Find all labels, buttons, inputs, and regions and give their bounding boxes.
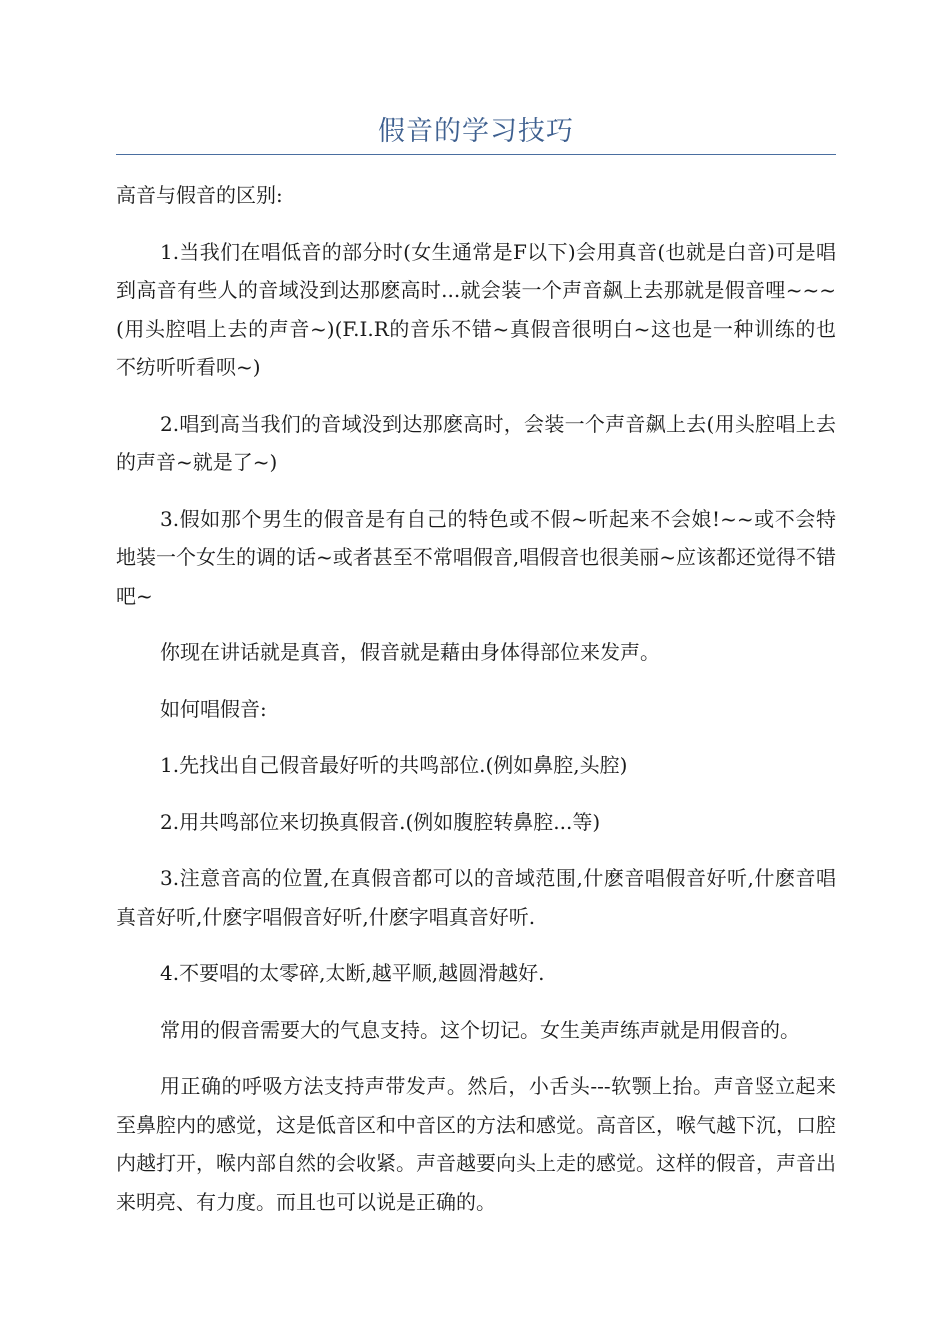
- paragraph-how-to-2: 2.用共鸣部位来切换真假音.(例如腹腔转鼻腔...等): [160, 809, 601, 834]
- section-heading-difference: 高音与假音的区别:: [116, 183, 283, 207]
- document-body: [116, 176, 836, 1239]
- paragraph-how-to-1: 1.先找出自己假音最好听的共鸣部位.(例如鼻腔,头腔): [160, 753, 628, 777]
- paragraph-breath-support: 常用的假音需要大的气息支持。这个切记。女生美声练声就是用假音的。: [160, 1017, 800, 1042]
- paragraph-difference-1: 1.当我们在唱低音的部分时(女生通常是F以下)会用真音(也就是白音)可是唱到高音有些人的音域没到达那麽高时...就会装一个声音飙上去那就是假音哩~~~(用头腔唱上去的声音~)(F.I.R的音乐不错~真假音很明白~这也是一种训练的也不纺听听看呗~): [116, 239, 836, 379]
- paragraph-speaking-voice: 你现在讲话就是真音，假音就是藉由身体得部位来发声。: [160, 640, 660, 664]
- section-heading-how-to: 如何唱假音:: [160, 696, 267, 721]
- paragraph-how-to-4: 4.不要唱的太零碎,太断,越平顺,越圆滑越好.: [160, 961, 545, 985]
- document-title: 假音的学习技巧: [378, 116, 574, 147]
- paragraph-difference-2: 2.唱到高当我们的音域没到达那麽高时，会装一个声音飙上去(用头腔唱上去的声音~就是了~): [116, 411, 836, 474]
- paragraph-breathing-method: 用正确的呼吸方法支持声带发声。然后，小舌头---软颚上抬。声音竖立起来至鼻腔内的感觉，这是低音区和中音区的方法和感觉。高音区，喉气越下沉，口腔内越打开，喉内部自然的会收紧。声音越要向头上走的感觉。这样的假音，声音出来明亮、有力度。而且也可以说是正确的。: [116, 1074, 836, 1214]
- title-underline: [116, 154, 836, 155]
- paragraph-how-to-3: 3.注意音高的位置,在真假音都可以的音域范围,什麽音唱假音好听,什麽音唱真音好听,什麽字唱假音好听,什麽字唱真音好听.: [116, 866, 836, 929]
- document-page: [116, 0, 836, 1344]
- paragraph-difference-3: 3.假如那个男生的假音是有自己的特色或不假~听起来不会娘!~~或不会特地装一个女生的调的话~或者甚至不常唱假音,唱假音也很美丽~应该都还觉得不错吧~: [116, 506, 836, 608]
